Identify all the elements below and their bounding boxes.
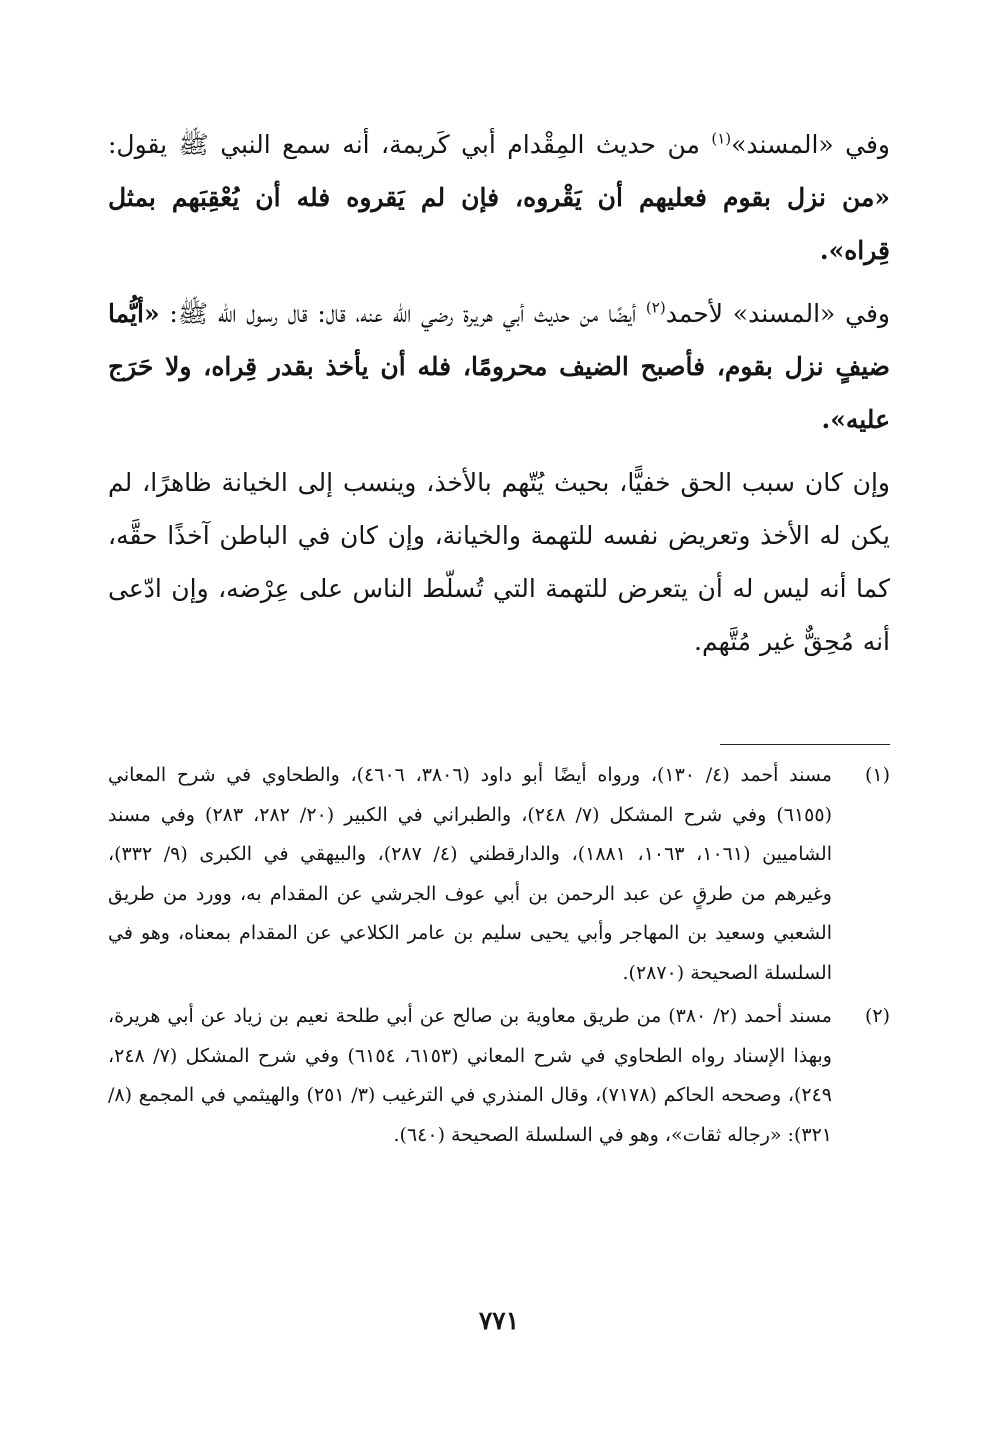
paragraph-2-intro: وفي «المسند» لأحمد	[665, 299, 891, 328]
paragraph-2	[108, 287, 890, 446]
paragraph-2-lead: أيضًا من حديث أبي هريرة رضي الله عنه، قال: قال رسول الله ﷺ:	[159, 299, 646, 328]
footnote-ref-1: (١)	[711, 129, 732, 148]
footnote-2	[108, 997, 890, 1155]
paragraph-1	[108, 118, 890, 277]
paragraph-3: وإن كان سبب الحق خفيًّا، بحيث يُتّهم بالأخذ، وينسب إلى الخيانة ظاهرًا، لم يكن له الأخذ وتعريض نفسه للتهمة والخيانة، وإن كان في الباطن آخذًا حقَّه، كما أنه ليس له أن يتعرض للتهمة التي تُسلّط الناس على عِرْضه، وإن ادّعى أنه مُحِقٌّ غير مُتَّهم.	[108, 468, 890, 656]
hadith-quote-2: «أيُّما ضيفٍ نزل بقوم، فأصبح الضيف محرومًا، فله أن يأخذ بقدر قِراه، ولا حَرَج عليه».	[108, 299, 890, 434]
footnote-text: مسند أحمد (٤/ ١٣٠)، ورواه أيضًا أبو داود (٣٨٠٦، ٤٦٠٦)، والطحاوي في شرح المعاني (٦١٥٥) وفي شرح المشكل (٧/ ٢٤٨)، والطبراني في الكبير (٢٠/ ٢٨٢، ٢٨٣) وفي مسند الشاميين (١٠٦١، ١٠٦٣، ١٨٨١)، والدارقطني (٤/ ٢٨٧)، والبيهقي في الكبرى (٩/ ٣٣٢)، وغيرهم من طرقٍ عن عبد الرحمن بن أبي عوف الجرشي عن المقدام به، وورد من طريق الشعبي وسعيد بن المهاجر وأبي يحيى سليم بن عامر الكلاعي عن المقدام بمعناه، وهو في السلسلة الصحيحة (٢٨٧٠).	[108, 764, 832, 984]
main-text	[108, 118, 890, 678]
footnote-separator	[720, 744, 890, 745]
page-number: ٧٧١	[478, 1306, 520, 1335]
footnote-text: مسند أحمد (٢/ ٣٨٠) من طريق معاوية بن صالح عن أبي طلحة نعيم بن زياد عن أبي هريرة، وبهذا الإسناد رواه الطحاوي في شرح المعاني (٦١٥٣، ٦١٥٤) وفي شرح المشكل (٧/ ٢٤٨، ٢٤٩)، وصححه الحاكم (٧١٧٨)، وقال المنذري في الترغيب (٣/ ٢٥١) والهيثمي في المجمع (٨/ ٣٢١): «رجاله ثقات»، وهو في السلسلة الصحيحة (٦٤٠).	[108, 1005, 833, 1146]
hadith-quote-1: «من نزل بقوم فعليهم أن يَقْروه، فإن لم يَقروه فله أن يُعْقِبَهم بمثل قِراه».	[108, 183, 890, 265]
paragraph-1-lead: من حديث المِقْدام أبي كَريمة، أنه سمع النبي ﷺ يقول:	[108, 130, 712, 159]
footnote-number: (١)	[864, 764, 890, 786]
footnote-number: (٢)	[864, 1005, 890, 1027]
footnote-1	[108, 756, 890, 993]
paragraph-1-intro: وفي «المسند»	[731, 130, 890, 159]
footnotes	[108, 756, 890, 1159]
footnote-ref-2: (٢)	[645, 298, 666, 317]
